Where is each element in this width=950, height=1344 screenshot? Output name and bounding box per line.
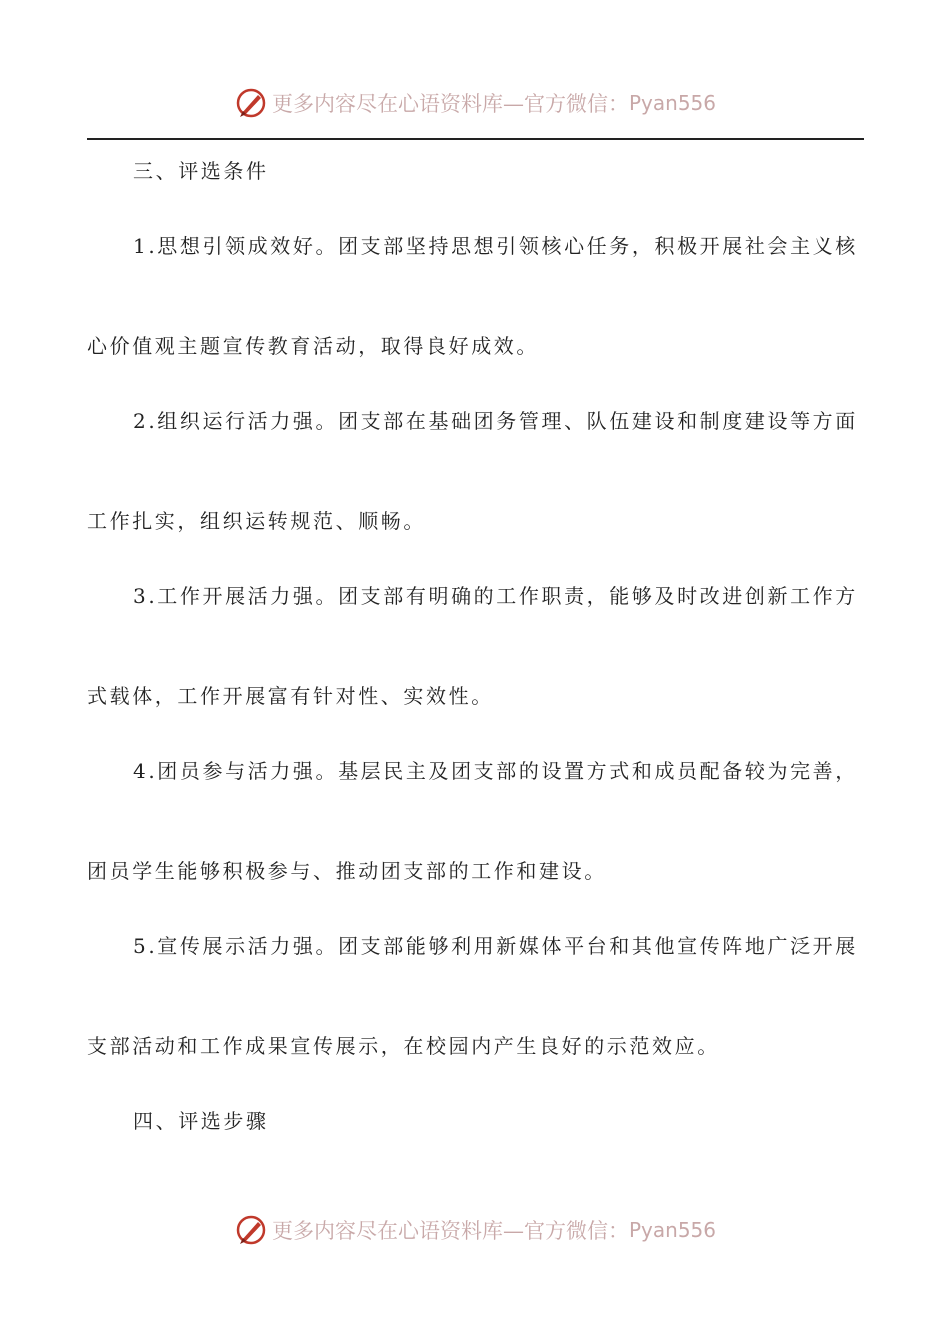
- item5-line1: 5.宣传展示活力强。团支部能够利用新媒体平台和其他宣传阵地广泛开展: [133, 934, 858, 958]
- footer-wechat-id: Pyan556: [628, 1218, 716, 1242]
- item2-line2: 工作扎实，组织运转规范、顺畅。: [87, 509, 426, 533]
- header-banner: [0, 83, 950, 123]
- item1-line2: 心价值观主题宣传教育活动，取得良好成效。: [87, 334, 539, 358]
- item4-line1: 4.团员参与活力强。基层民主及团支部的设置方式和成员配备较为完善，: [133, 759, 858, 783]
- item5-line2: 支部活动和工作成果宣传展示，在校园内产生良好的示范效应。: [87, 1034, 720, 1058]
- header-promo-text: 更多内容尽在心语资料库—官方微信：: [271, 92, 629, 116]
- pen-logo-icon: [234, 86, 268, 120]
- item1-line1: 1.思想引领成效好。团支部坚持思想引领核心任务，积极开展社会主义核: [133, 234, 858, 258]
- item3-line2: 式载体，工作开展富有针对性、实效性。: [87, 684, 494, 708]
- header-divider: [87, 138, 864, 140]
- section-heading-criteria: 三、评选条件: [133, 159, 269, 183]
- footer-banner: [0, 1210, 950, 1250]
- header-wechat-id: Pyan556: [628, 91, 716, 115]
- item2-line1: 2.组织运行活力强。团支部在基础团务管理、队伍建设和制度建设等方面: [133, 409, 858, 433]
- section-heading-steps: 四、评选步骤: [133, 1109, 269, 1133]
- footer-promo-text: 更多内容尽在心语资料库—官方微信：: [271, 1219, 629, 1243]
- item3-line1: 3.工作开展活力强。团支部有明确的工作职责，能够及时改进创新工作方: [133, 584, 858, 608]
- pen-logo-icon: [234, 1213, 268, 1247]
- item4-line2: 团员学生能够积极参与、推动团支部的工作和建设。: [87, 859, 607, 883]
